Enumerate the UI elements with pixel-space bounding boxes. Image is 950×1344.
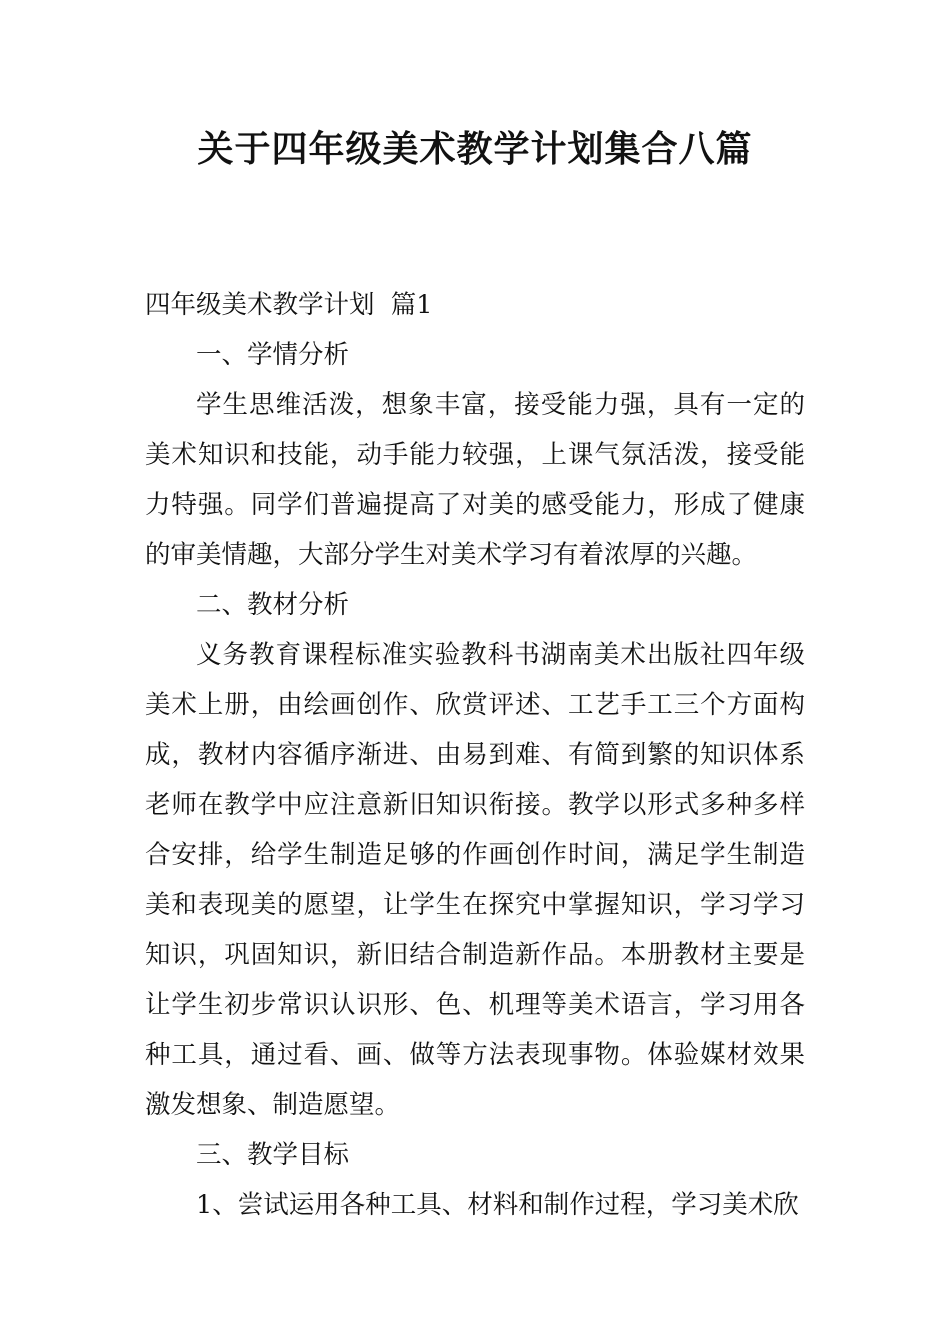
section-heading-1: 一、学情分析: [196, 340, 350, 370]
section-paragraph-3: 1、尝试运用各种工具、材料和制作过程，学习美术欣: [196, 1190, 799, 1220]
document-body: [145, 280, 805, 1230]
document-title: 关于四年级美术教学计划集合八篇: [197, 129, 753, 170]
section-heading-2: 二、教材分析: [196, 590, 350, 620]
section-heading-3: 三、教学目标: [196, 1140, 350, 1170]
article-heading: 四年级美术教学计划 篇1: [145, 290, 433, 320]
section-paragraph-2: 义务教育课程标准实验教科书湖南美术出版社四年级美术上册，由绘画创作、欣赏评述、工艺手工三个方面构成，教材内容循序渐进、由易到难、有简到繁的知识体系老师在教学中应注意新旧知识衔接。教学以形式多种多样合安排，给学生制造足够的作画创作时间，满足学生制造美和表现美的愿望，让学生在探究中掌握知识，学习学习知识，巩固知识，新旧结合制造新作品。本册教材主要是让学生初步常识认识形、色、机理等美术语言，学习用各种工具，通过看、画、做等方法表现事物。体验媒材效果激发想象、制造愿望。: [145, 640, 805, 1120]
section-paragraph-1: 学生思维活泼，想象丰富，接受能力强，具有一定的美术知识和技能，动手能力较强，上课气氛活泼，接受能力特强。同学们普遍提高了对美的感受能力，形成了健康的审美情趣，大部分学生对美术学习有着浓厚的兴趣。: [145, 390, 805, 570]
